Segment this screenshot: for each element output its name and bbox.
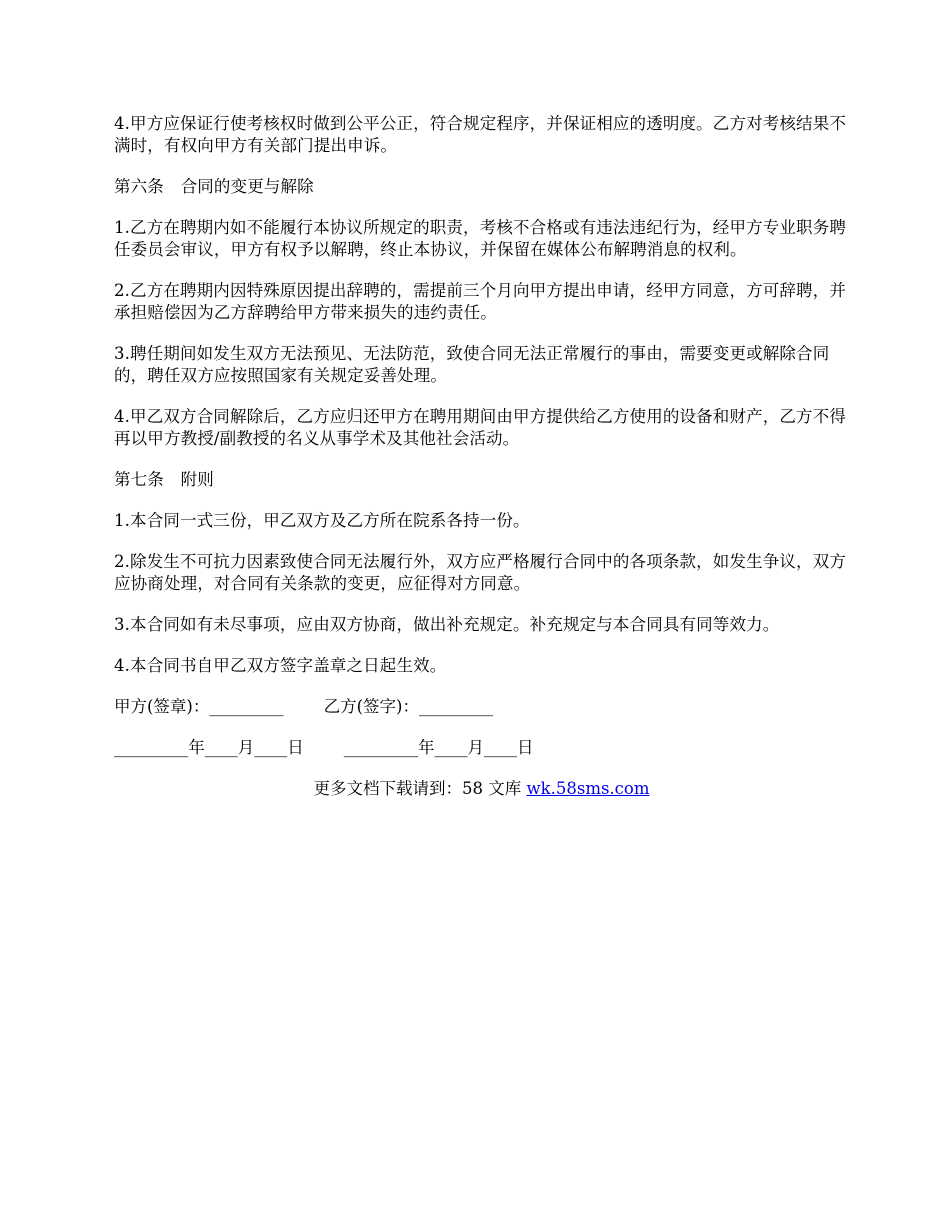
clause-7-item-3: 3.本合同如有未尽事项，应由双方协商，做出补充规定。补充规定与本合同具有同等效力。 bbox=[114, 615, 780, 634]
clause-6-item-3: 3.聘任期间如发生双方无法预见、无法防范，致使合同无法正常履行的事由，需要变更或解除合同的，聘任双方应按照国家有关规定妥善处理。 bbox=[114, 344, 830, 385]
clause-7-item-1: 1.本合同一式三份，甲乙双方及乙方所在院系各持一份。 bbox=[114, 511, 530, 530]
clause-5-item-4: 4.甲方应保证行使考核权时做到公平公正，符合规定程序，并保证相应的透明度。乙方对考核结果不满时，有权向甲方有关部门提出申诉。 bbox=[114, 114, 846, 155]
clause-7-item-2: 2.除发生不可抗力因素致使合同无法履行外，双方应严格履行合同中的各项条款，如发生争议，双方应协商处理，对合同有关条款的变更，应征得对方同意。 bbox=[114, 552, 846, 593]
footer-download-note bbox=[114, 778, 849, 800]
footer-link[interactable]: wk.58sms.com bbox=[526, 779, 650, 798]
party-a-date: _________年____月____日 bbox=[114, 738, 304, 757]
party-a-signature: 甲方(签章)：_________ bbox=[114, 697, 284, 716]
clause-7-item-4: 4.本合同书自甲乙双方签字盖章之日起生效。 bbox=[114, 656, 447, 675]
party-b-date: _________年____月____日 bbox=[343, 738, 534, 757]
section-heading-7: 第七条 附则 bbox=[114, 470, 214, 489]
clause-6-item-2: 2.乙方在聘期内因特殊原因提出辞聘的，需提前三个月向甲方提出申请，经甲方同意，方可辞聘，并承担赔偿因为乙方辞聘给甲方带来损失的违约责任。 bbox=[114, 281, 846, 322]
clause-6-item-1: 1.乙方在聘期内如不能履行本协议所规定的职责，考核不合格或有违法违纪行为，经甲方专业职务聘任委员会审议，甲方有权予以解聘，终止本协议，并保留在媒体公布解聘消息的权利。 bbox=[114, 218, 846, 259]
section-heading-6: 第六条 合同的变更与解除 bbox=[114, 177, 314, 196]
date-row bbox=[114, 737, 849, 759]
party-b-signature: 乙方(签字)：_________ bbox=[323, 697, 494, 716]
signature-row bbox=[114, 696, 849, 718]
footer-prefix: 更多文档下载请到：58 文库 bbox=[313, 779, 527, 798]
clause-6-item-4: 4.甲乙双方合同解除后，乙方应归还甲方在聘用期间由甲方提供给乙方使用的设备和财产，乙方不得再以甲方教授/副教授的名义从事学术及其他社会活动。 bbox=[114, 407, 846, 448]
document-page bbox=[114, 113, 849, 800]
